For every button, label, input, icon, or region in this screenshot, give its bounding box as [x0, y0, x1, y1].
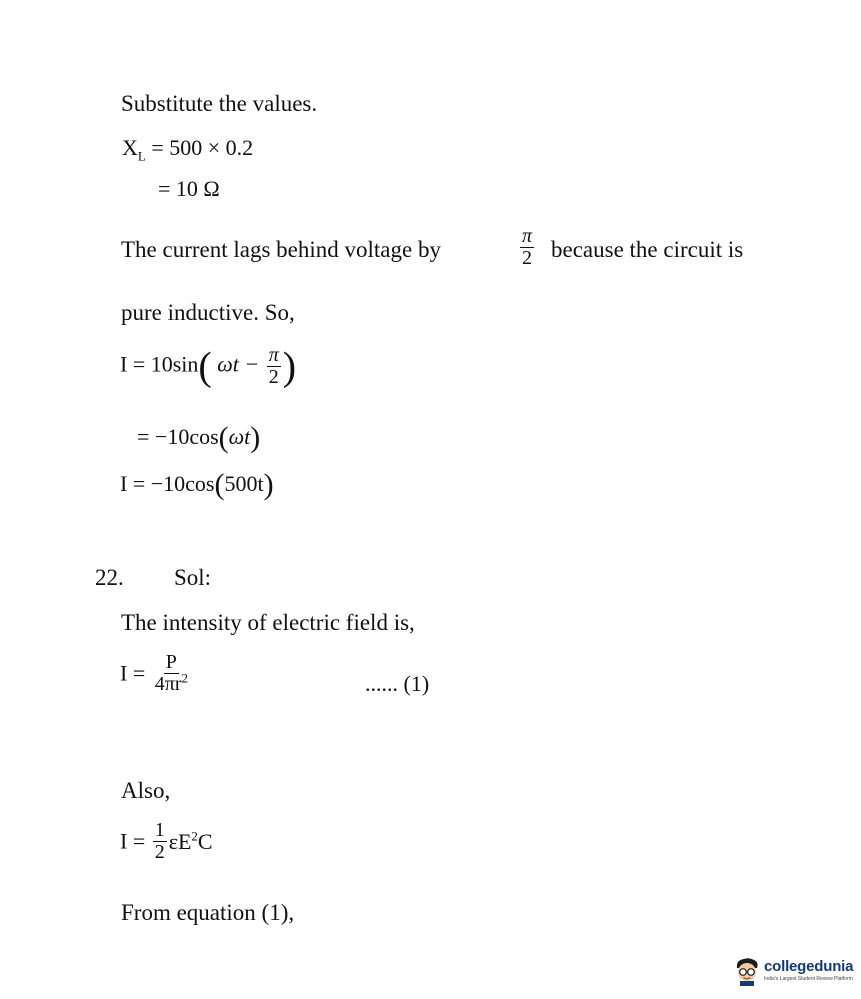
- line-lags-a: The current lags behind voltage by: [121, 237, 441, 262]
- eps-e: εE: [168, 828, 192, 854]
- frac-pi-over-2: [518, 226, 536, 269]
- sin-frac-den: 2: [268, 366, 279, 388]
- logo-tagline: India's Largest Student Review Platform: [764, 976, 853, 982]
- line-also: Also,: [121, 778, 171, 803]
- half-den: 2: [154, 841, 165, 863]
- intensity-lhs: I =: [120, 660, 146, 686]
- paren-close-3: ): [263, 468, 274, 501]
- eq-i-sin: [120, 345, 296, 388]
- eq-xl-value: = 10 Ω: [158, 176, 220, 201]
- eq-i-final: [120, 470, 274, 500]
- equation-label-1: ...... (1): [365, 671, 430, 696]
- xl-rhs: = 500 × 0.2: [151, 135, 254, 160]
- intensity-num: P: [165, 651, 177, 673]
- line-from-equation: From equation (1),: [121, 900, 295, 925]
- intensity-den: 4πr: [154, 673, 182, 695]
- question-number: 22.: [95, 565, 124, 590]
- omega-t-minus: ωt −: [217, 351, 260, 377]
- xl-symbol: X: [122, 135, 138, 160]
- line-substitute: Substitute the values.: [121, 91, 318, 116]
- xl-sub: L: [137, 148, 146, 164]
- paren-open-2: (: [218, 421, 229, 454]
- eq-neg-cos: [137, 423, 260, 453]
- half-num: 1: [154, 819, 165, 841]
- i-final-arg: 500t: [224, 471, 264, 496]
- sin-frac-num: π: [268, 344, 279, 366]
- eq-intensity: [120, 652, 192, 695]
- intensity2-lhs: I =: [120, 828, 146, 854]
- line-pure-inductive: pure inductive. So,: [121, 300, 295, 325]
- paren-open-3: (: [214, 468, 225, 501]
- logo-name: collegedunia: [764, 958, 854, 975]
- sol-label: Sol:: [174, 565, 212, 590]
- student-mascot-icon: [733, 957, 761, 987]
- paren-open: (: [198, 343, 212, 389]
- speed-c: C: [197, 828, 213, 854]
- i-sin-lhs: I = 10sin: [120, 351, 199, 377]
- i-final-a: I = −10cos: [120, 471, 215, 496]
- e-sq: 2: [191, 828, 198, 844]
- omega-t: ωt: [228, 424, 251, 449]
- frac-num-pi: π: [522, 225, 533, 247]
- collegedunia-logo[interactable]: [733, 955, 857, 989]
- paren-close: ): [282, 343, 297, 389]
- eq-xl: [122, 135, 254, 164]
- neg-cos-a: = −10cos: [137, 424, 219, 449]
- line-intensity: The intensity of electric field is,: [121, 610, 415, 635]
- frac-den-2: 2: [522, 247, 533, 269]
- paren-close-2: ): [250, 421, 261, 454]
- intensity-den-sq: 2: [181, 670, 188, 686]
- line-lags-b: because the circuit is: [551, 237, 744, 262]
- eq-intensity-2: [120, 820, 213, 863]
